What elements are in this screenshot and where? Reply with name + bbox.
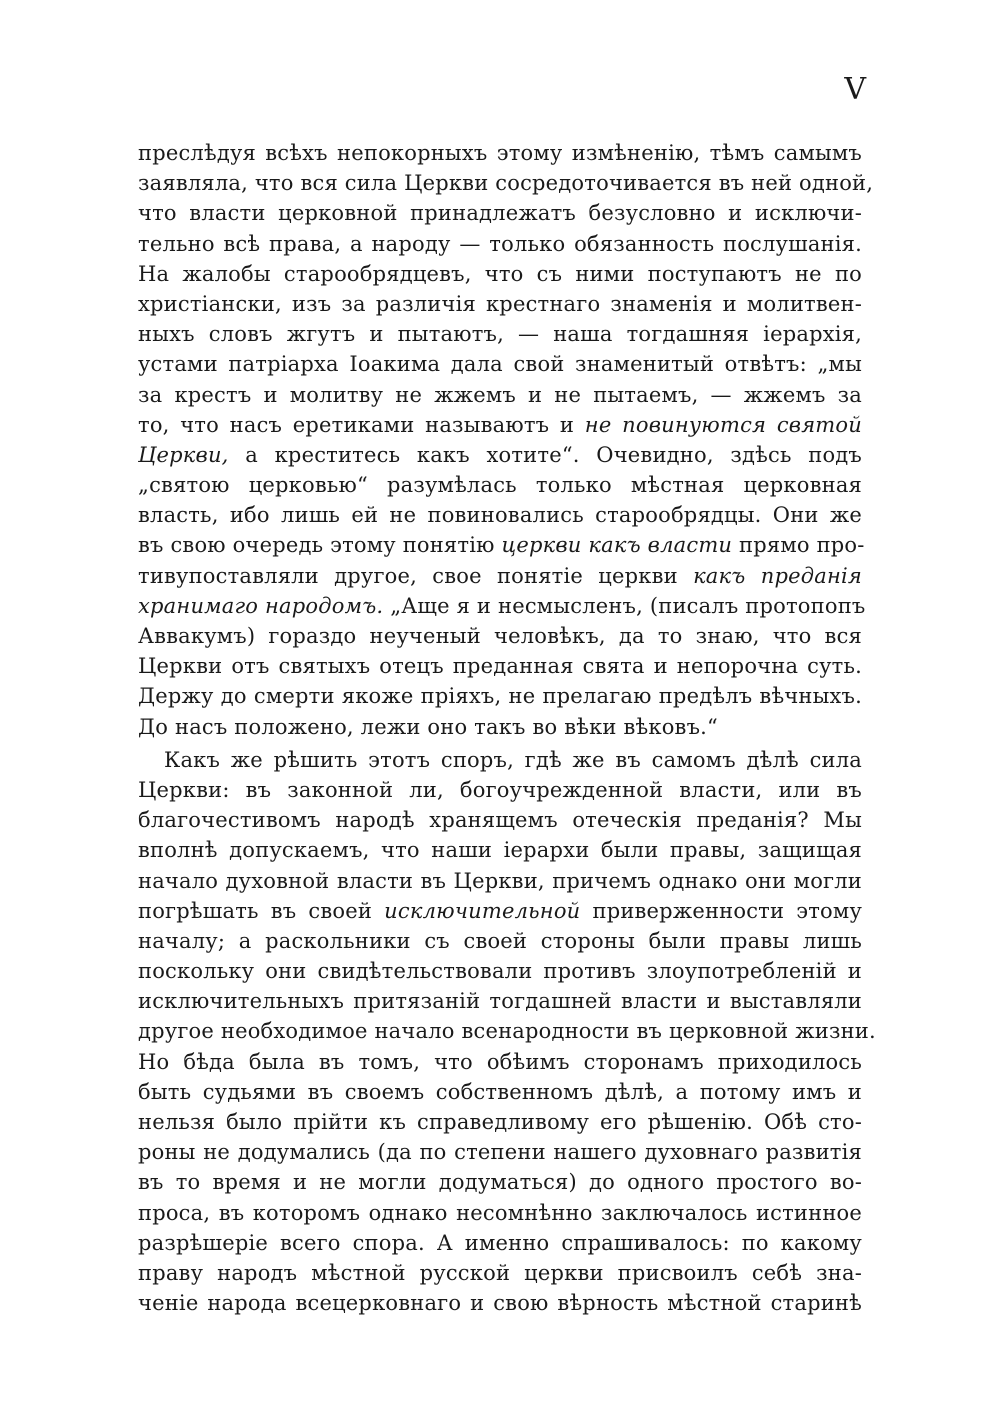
- text-line: [138, 289, 862, 319]
- text-line: [138, 1137, 862, 1167]
- text-line: [138, 896, 862, 926]
- italic-text: Церкви,: [138, 442, 229, 467]
- text-run: Держу до смерти якоже пріяхъ, не прелагаю предѣлъ вѣчныхъ.: [138, 684, 862, 709]
- text-run: „святою церковью“ разумѣлась только мѣстная церковная: [138, 473, 862, 498]
- text-run: въ свою очередь этому понятію: [138, 533, 502, 558]
- text-run: ченіе народа всецерковнаго и свою вѣрность мѣстной старинѣ: [138, 1291, 862, 1316]
- text-run: началу; а раскольники съ своей стороны были правы лишь: [138, 928, 862, 953]
- text-run: Какъ же рѣшить этотъ споръ, гдѣ же въ самомъ дѣлѣ сила: [164, 747, 862, 772]
- text-run: христіански, изъ за различія крестнаго знаменія и молитвен-: [138, 291, 862, 316]
- italic-text: какъ преданія: [693, 563, 862, 588]
- italic-text: церкви какъ власти: [501, 533, 733, 558]
- text-run: быть судьями въ своемъ собственномъ дѣлѣ, а потому имъ и: [138, 1079, 862, 1104]
- text-line: [138, 410, 862, 440]
- text-line: [138, 1107, 862, 1137]
- text-line: [138, 866, 862, 896]
- text-line: [138, 1258, 862, 1288]
- text-run: роны не додумались (да по степени нашего духовнаго развитія: [138, 1140, 862, 1165]
- text-line: [138, 1167, 862, 1197]
- text-run: праву народъ мѣстной русской церкви присвоилъ себѣ зна-: [138, 1260, 862, 1285]
- text-line: [138, 500, 862, 530]
- paragraph: [138, 138, 874, 742]
- text-run: Церкви отъ святыхъ отецъ преданная свята и непорочна суть.: [138, 654, 862, 679]
- text-run: ныхъ словъ жгутъ и пытаютъ, — наша тогдашняя іерархія,: [138, 322, 862, 347]
- text-run: До насъ положено, лежи оно такъ во вѣки вѣковъ.“: [138, 714, 718, 739]
- text-line: [138, 651, 862, 681]
- text-run: прямо про-: [732, 533, 865, 558]
- text-run: тивупоставляли другое, свое понятіе церкви: [138, 563, 694, 588]
- text-line: [138, 1228, 862, 1258]
- text-line: [138, 986, 862, 1016]
- text-line: [138, 1198, 862, 1228]
- text-run: власть, ибо лишь ей не повиновались старообрядцы. Они же: [138, 503, 862, 528]
- text-line: [138, 561, 862, 591]
- text-run: На жалобы старообрядцевъ, что съ ними поступаютъ не по: [138, 261, 862, 286]
- text-run: проса, въ которомъ однако несомнѣнно заключалось истинное: [138, 1200, 862, 1225]
- text-run: преслѣдуя всѣхъ непокорныхъ этому измѣненію, тѣмъ самымъ: [138, 141, 862, 165]
- text-run: что власти церковной принадлежатъ безусловно и исключи-: [138, 201, 862, 226]
- text-line: [138, 1016, 876, 1046]
- italic-text: хранимаго народомъ.: [138, 593, 384, 618]
- text-run: устами патріарха Іоакима дала свой знаменитый отвѣтъ: „мы: [138, 352, 862, 377]
- text-run: поскольку они свидѣтельствовали противъ злоупотребленій и: [138, 959, 862, 984]
- text-line: [138, 229, 862, 259]
- text-run: Аввакумъ) гораздо неученый человѣкъ, да то знаю, что вся: [138, 624, 862, 648]
- paragraph: [138, 745, 876, 1319]
- text-line: [138, 926, 862, 956]
- text-line: [138, 591, 866, 621]
- text-line: [138, 681, 862, 711]
- text-line: [138, 621, 862, 651]
- text-run: заявляла, что вся сила Церкви сосредоточивается въ ней одной,: [138, 171, 874, 196]
- text-line: [138, 168, 874, 198]
- body-text: [138, 138, 876, 1318]
- text-line: [138, 440, 862, 470]
- text-run: другое необходимое начало всенародности въ церковной жизни.: [138, 1019, 876, 1044]
- text-line: [138, 138, 862, 168]
- text-line: [138, 1047, 862, 1077]
- text-run: вполнѣ допускаемъ, что наши іерархи были правы, защищая: [138, 838, 862, 863]
- text-line: [138, 1288, 862, 1318]
- text-line: [138, 1077, 862, 1107]
- text-line: [138, 259, 862, 289]
- text-line: [138, 712, 862, 742]
- text-line: [138, 805, 862, 835]
- text-line: [138, 530, 865, 560]
- text-run: въ то время и не могли додуматься) до одного простого во-: [138, 1170, 862, 1195]
- text-line: [138, 319, 862, 349]
- italic-text: исключительной: [384, 898, 581, 923]
- text-run: исключительныхъ притязаній тогдашней власти и выставляли: [138, 989, 862, 1014]
- text-line: [138, 198, 862, 228]
- page-number: V: [844, 72, 866, 107]
- text-run: „Аще я и несмысленъ, (писалъ протопопъ: [383, 593, 866, 618]
- text-run: нельзя было прійти къ справедливому его рѣшенію. Обѣ сто-: [138, 1110, 862, 1134]
- text-run: а креститесь какъ хотите“. Очевидно, здѣсь подъ: [228, 442, 862, 467]
- text-run: Церкви: въ законной ли, богоучрежденной власти, или въ: [138, 777, 862, 802]
- text-run: погрѣшать въ своей: [138, 898, 385, 923]
- text-line: [138, 349, 862, 379]
- text-run: тельно всѣ права, а народу — только обязанность послушанія.: [138, 231, 862, 256]
- text-line: [138, 956, 862, 986]
- text-run: то, что насъ еретиками называютъ и: [138, 412, 585, 437]
- text-run: благочестивомъ народѣ хранящемъ отеческія преданія? Мы: [138, 808, 862, 833]
- text-run: за крестъ и молитву не жжемъ и не пытаемъ, — жжемъ за: [138, 382, 862, 407]
- text-run: приверженности этому: [580, 898, 862, 923]
- text-run: Но бѣда была въ томъ, что обѣимъ сторонамъ приходилось: [138, 1049, 862, 1074]
- text-run: разрѣшеріе всего спора. А именно спрашивалось: по какому: [138, 1230, 862, 1255]
- text-run: начало духовной власти въ Церкви, причемъ однако они могли: [138, 868, 862, 893]
- text-line: [138, 835, 862, 865]
- text-line: [138, 470, 862, 500]
- text-line: [138, 775, 862, 805]
- text-line: [138, 380, 862, 410]
- text-line: [138, 745, 862, 775]
- italic-text: не повинуются святой: [584, 412, 862, 437]
